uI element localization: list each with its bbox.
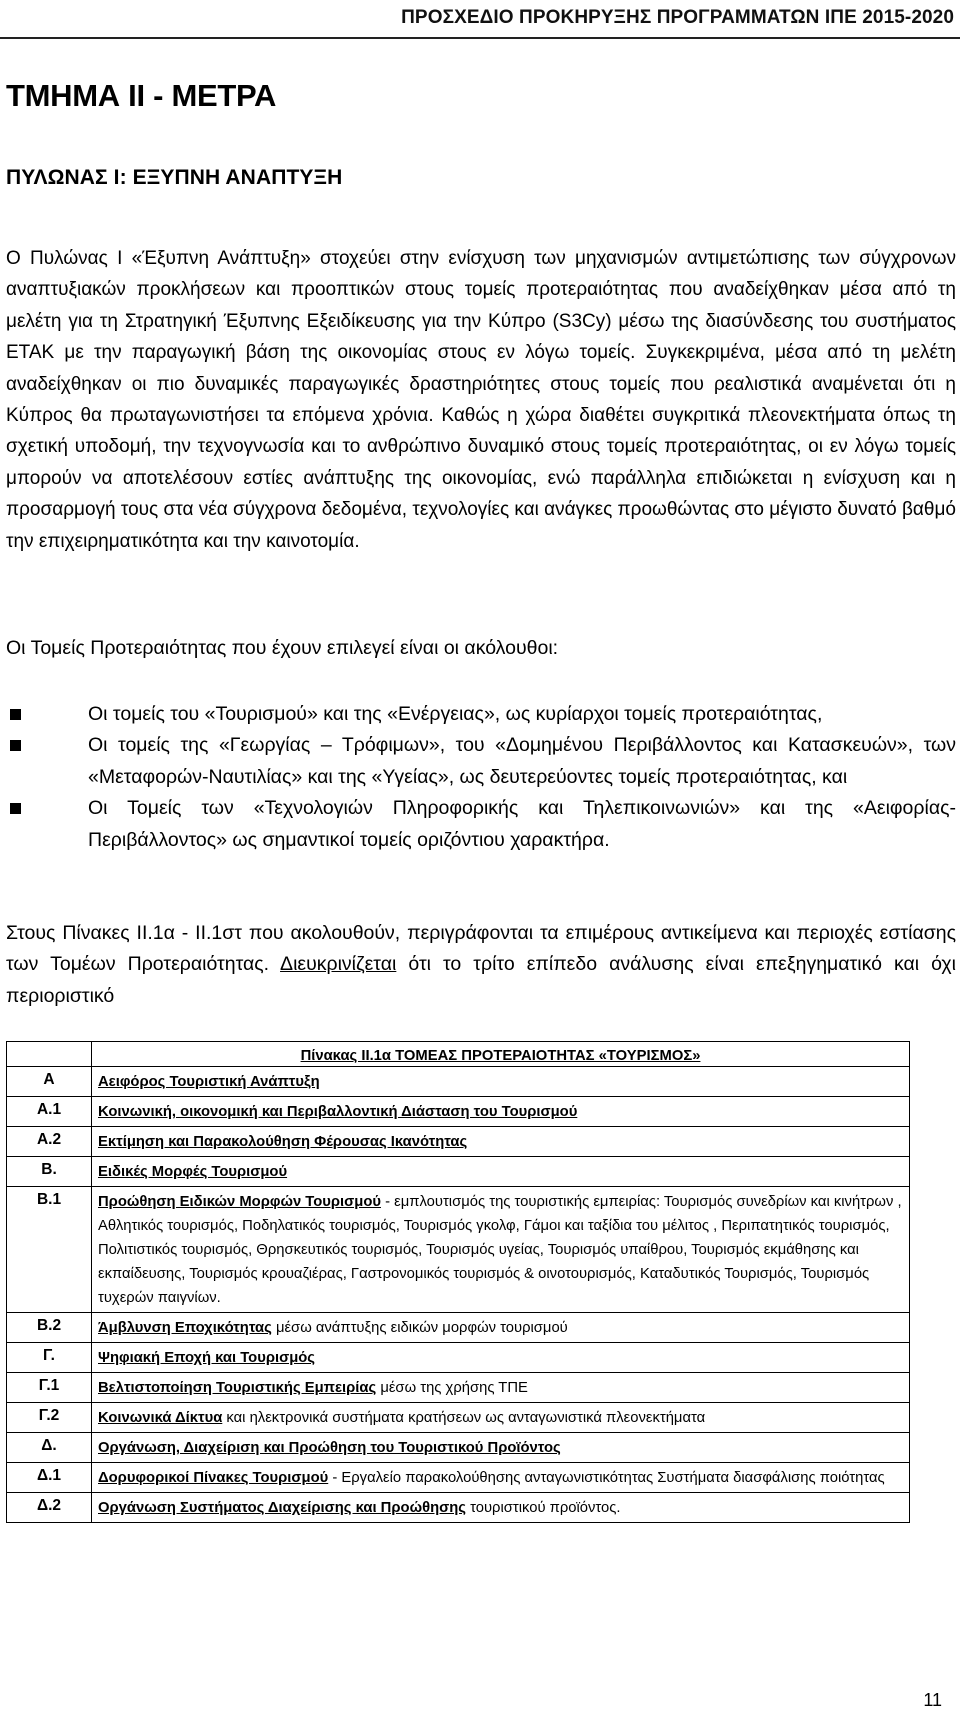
table-row bbox=[7, 1067, 910, 1097]
header-divider bbox=[0, 37, 960, 39]
list-item bbox=[10, 730, 956, 793]
table-row bbox=[7, 1187, 910, 1313]
list-item-text: Οι τομείς της «Γεωργίας – Τρόφιμων», του «Δομημένου Περιβάλλοντος και Κατασκευών», των «Μεταφορών-Ναυτιλίας» και της «Υγείας», ως δευτερεύοντες τομείς προτεραιότητας, και bbox=[88, 734, 956, 788]
row-description bbox=[92, 1187, 910, 1313]
row-title: Οργάνωση Συστήματος Διαχείρισης και Προώθησης bbox=[98, 1500, 466, 1516]
row-description bbox=[92, 1067, 910, 1097]
intro-paragraph: Ο Πυλώνας Ι «Έξυπνη Ανάπτυξη» στοχεύει στην ενίσχυση των μηχανισμών αντιμετώπισης των σύγχρονων αναπτυξιακών προκλήσεων και προοπτικών στους τομείς προτεραιότητας που αναδείχθηκαν μέσα από τη μελέτη για τη Στρατηγική Έξυπνης Εξειδίκευσης για την Κύπρο (S3Cy) μέσω της διασύνδεσης του συστήματος ΕΤΑΚ με την παραγωγική βάση της οικονομίας στους εν λόγω τομείς. Συγκεκριμένα, μέσα από τη μελέτη αναδείχθηκαν οι πιο δυναμικές παραγωγικές δραστηριότητες στους τομείς που ρεαλιστικά αναμένεται ότι η Κύπρος θα πρωταγωνιστήσει τα επόμενα χρόνια. Καθώς η χώρα διαθέτει συγκριτικά πλεονεκτήματα όπως τη σχετική υποδομή, την τεχνογνωσία και το ανθρώπινο δυναμικό στους τομείς προτεραιότητας, οι εν λόγω τομείς μπορούν να αποτελέσουν εστίες ανάπτυξης της οικονομίας, ενώ παράλληλα επιδιώκεται η ενίσχυση και η προσαρμογή τους στα νέα σύγχρονα δεδομένα, τεχνολογίες και ανάγκες προωθώντας στο μέγιστο δυνατό βαθμό την επιχειρηματικότητα και την καινοτομία. bbox=[6, 248, 956, 552]
row-title: Αειφόρος Τουριστική Ανάπτυξη bbox=[98, 1074, 320, 1090]
row-code: Β.2 bbox=[7, 1313, 92, 1343]
square-bullet-icon bbox=[10, 709, 21, 720]
row-detail: - εμπλουτισμός της τουριστικής εμπειρίας: Τουρισμός συνεδρίων και κινήτρων , Αθλητικός τουρισμός, Ποδηλατικός τουρισμός, Τουρισμός γκολφ, Γάμοι και ταξίδια του μέλιτος , Περιπατητικός τουρισμός, Πολιτιστικός τουρισμός, Θρησκευτικός τουρισμός, Τουρισμός υγείας, Τουρισμός υπαίθρου, Τουρισμός εκμάθησης και εκπαίδευσης, Τουρισμός κρουαζιέρας, Γαστρονομικός τουρισμός & οινοτουρισμός, Καταδυτικός Τουρισμός, Τουρισμός τυχερών παιγνίων. bbox=[98, 1194, 902, 1306]
row-code: Δ.2 bbox=[7, 1493, 92, 1523]
row-description bbox=[92, 1463, 910, 1493]
list-item bbox=[10, 699, 956, 730]
row-code: Β. bbox=[7, 1157, 92, 1187]
table-row bbox=[7, 1097, 910, 1127]
row-code: Α.1 bbox=[7, 1097, 92, 1127]
row-code: Γ.1 bbox=[7, 1373, 92, 1403]
pillar-title: ΠΥΛΩΝΑΣ Ι: ΕΞΥΠΝΗ ΑΝΑΠΤΥΞΗ bbox=[6, 166, 343, 189]
row-description bbox=[92, 1433, 910, 1463]
row-code: Α bbox=[7, 1067, 92, 1097]
row-code: Β.1 bbox=[7, 1187, 92, 1313]
list-item-text: Οι τομείς του «Τουρισμού» και της «Ενέργειας», ως κυρίαρχοι τομείς προτεραιότητας, bbox=[88, 703, 823, 725]
row-code: Α.2 bbox=[7, 1127, 92, 1157]
row-code: Γ. bbox=[7, 1343, 92, 1373]
list-lead: Οι Τομείς Προτεραιότητας που έχουν επιλεγεί είναι οι ακόλουθοι: bbox=[6, 637, 559, 659]
section-title: ΤΜΗΜΑ ΙΙ - ΜΕΤΡΑ bbox=[6, 78, 277, 113]
table-row bbox=[7, 1373, 910, 1403]
row-description bbox=[92, 1493, 910, 1523]
table-row bbox=[7, 1127, 910, 1157]
closing-text-1: Στους Πίνακες ΙΙ.1α - ΙΙ.1στ που ακολουθούν, περιγράφονται τα επιμέρους αντικείμενα και περιοχές εστίασης των Τομέων Προτεραιότητας. bbox=[6, 922, 956, 976]
row-title: Εκτίμηση και Παρακολούθηση Φέρουσας Ικανότητας bbox=[98, 1134, 468, 1150]
list-item-text: Οι Τομείς των «Τεχνολογιών Πληροφορικής και Τηλεπικοινωνιών» και της «Αειφορίας-Περιβάλλοντος» ως σημαντικοί τομείς οριζόντιου χαρακτήρα. bbox=[88, 797, 956, 851]
page-number: 11 bbox=[923, 1690, 942, 1710]
row-title: Κοινωνικά Δίκτυα bbox=[98, 1410, 223, 1426]
running-header: ΠΡΟΣΧΕΔΙΟ ΠΡΟΚΗΡΥΞΗΣ ΠΡΟΓΡΑΜΜΑΤΩΝ ΙΠΕ 2015-2020 bbox=[401, 7, 954, 28]
square-bullet-icon bbox=[10, 740, 21, 751]
row-description bbox=[92, 1157, 910, 1187]
square-bullet-icon bbox=[10, 803, 21, 814]
table-row bbox=[7, 1313, 910, 1343]
row-detail: τουριστικού προϊόντος. bbox=[465, 1500, 621, 1516]
row-code: Δ.1 bbox=[7, 1463, 92, 1493]
table-row bbox=[7, 1343, 910, 1373]
row-title: Δορυφορικοί Πίνακες Τουρισμού bbox=[98, 1470, 329, 1486]
row-detail: μέσω της χρήσης ΤΠΕ bbox=[376, 1380, 528, 1396]
row-description bbox=[92, 1313, 910, 1343]
table-row bbox=[7, 1403, 910, 1433]
table-row bbox=[7, 1493, 910, 1523]
row-description bbox=[92, 1373, 910, 1403]
row-description bbox=[92, 1343, 910, 1373]
closing-text-2: ότι το τρίτο επίπεδο ανάλυσης είναι επεξηγηματικό και όχι περιοριστικό bbox=[6, 953, 956, 1007]
row-title: Οργάνωση, Διαχείριση και Προώθηση του Τουριστικού Προϊόντος bbox=[98, 1440, 561, 1456]
list-item bbox=[10, 793, 956, 856]
row-code: Δ. bbox=[7, 1433, 92, 1463]
row-code: Γ.2 bbox=[7, 1403, 92, 1433]
closing-paragraph bbox=[6, 918, 956, 1012]
row-description bbox=[92, 1127, 910, 1157]
row-title: Άμβλυνση Εποχικότητας bbox=[98, 1320, 272, 1336]
table-row bbox=[7, 1433, 910, 1463]
row-title: Ειδικές Μορφές Τουρισμού bbox=[98, 1164, 288, 1180]
row-detail: μέσω ανάπτυξης ειδικών μορφών τουρισμού bbox=[271, 1320, 568, 1336]
table-caption: Πίνακας ΙΙ.1α ΤΟΜΕΑΣ ΠΡΟΤΕΡΑΙΟΤΗΤΑΣ «ΤΟΥΡΙΣΜΟΣ» bbox=[92, 1042, 910, 1067]
row-description bbox=[92, 1097, 910, 1127]
row-detail: και ηλεκτρονικά συστήματα κρατήσεων ως ανταγωνιστικά πλεονεκτήματα bbox=[222, 1410, 706, 1426]
row-description bbox=[92, 1403, 910, 1433]
row-title: Προώθηση Ειδικών Μορφών Τουρισμού bbox=[98, 1194, 381, 1210]
row-detail: - Εργαλείο παρακολούθησης ανταγωνιστικότητας Συστήματα διασφάλισης ποιότητας bbox=[328, 1470, 885, 1486]
priority-sectors-list bbox=[10, 699, 956, 856]
closing-underlined-word: Διευκρινίζεται bbox=[280, 953, 397, 976]
table-row bbox=[7, 1157, 910, 1187]
table-row bbox=[7, 1463, 910, 1493]
row-title: Ψηφιακή Εποχή και Τουρισμός bbox=[98, 1350, 316, 1366]
row-title: Βελτιστοποίηση Τουριστικής Εμπειρίας bbox=[98, 1380, 377, 1396]
row-title: Κοινωνική, οικονομική και Περιβαλλοντική Διάσταση του Τουρισμού bbox=[98, 1104, 578, 1120]
table-caption-row bbox=[7, 1042, 910, 1067]
tourism-sector-table bbox=[6, 1041, 910, 1523]
